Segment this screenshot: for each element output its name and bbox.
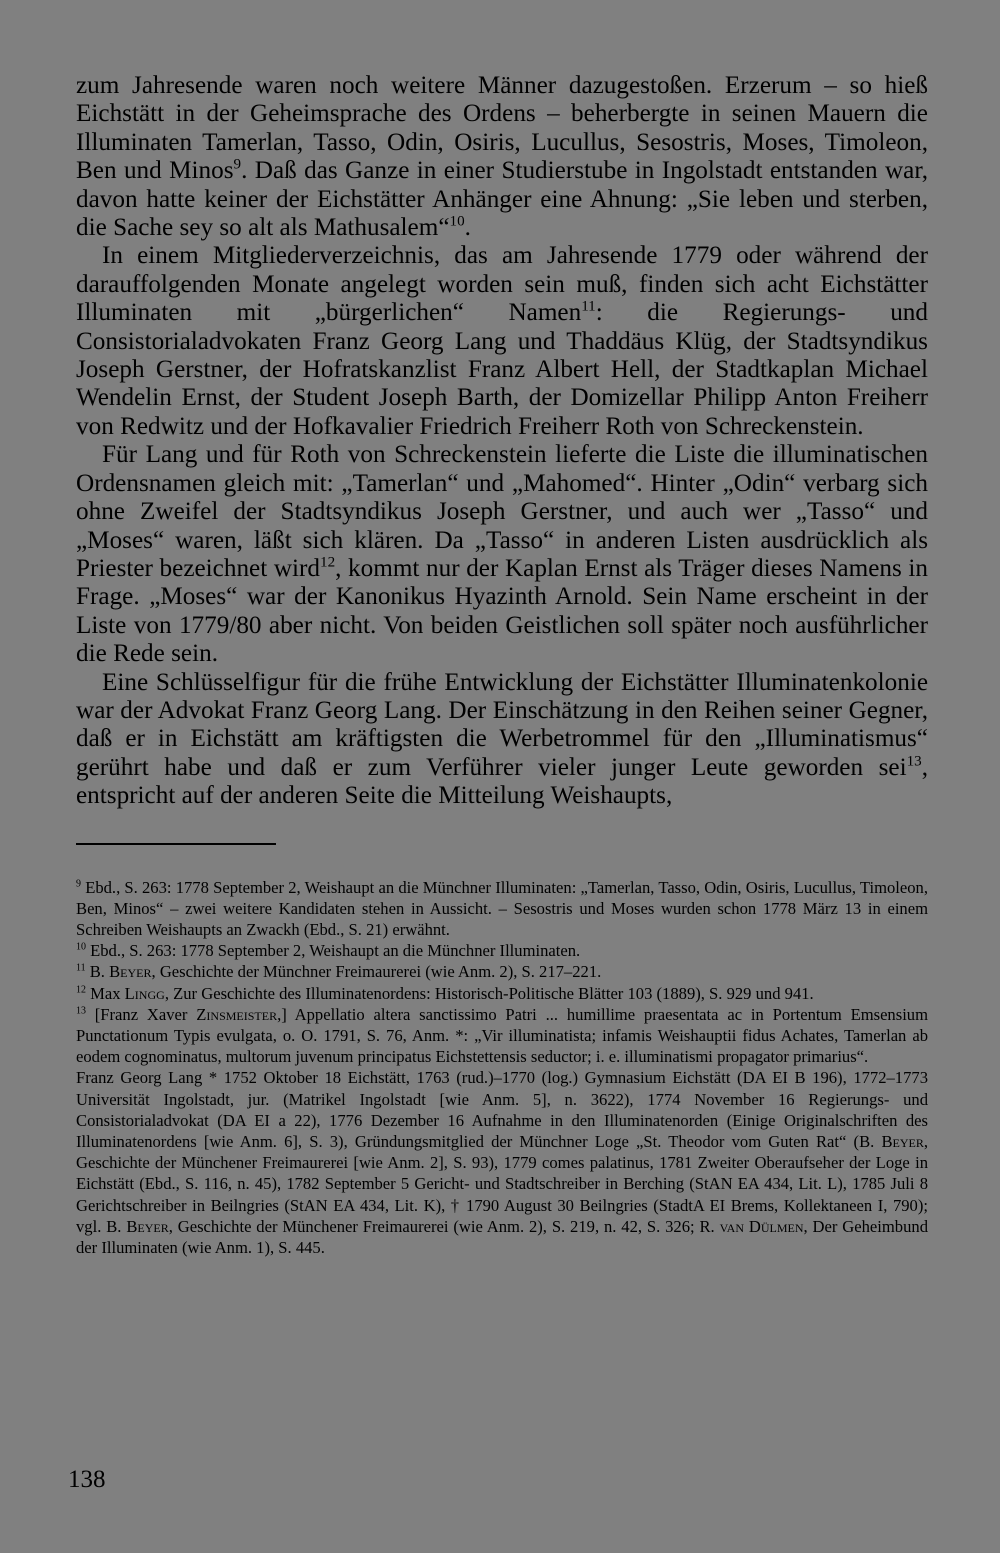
footnote-ref-12[interactable]: 12 (320, 554, 336, 571)
footnote-number: 13 (76, 1005, 86, 1017)
footnote-text: , Zur Geschichte des Illuminatenordens: Historisch-Politische Blätter 103 (1889), S. 929 und 941. (164, 983, 814, 1003)
footnote-text: , Geschichte der Münchner Freimaurerei (wie Anm. 2), S. 217–221. (151, 962, 602, 982)
author-name: van Dülmen (719, 1216, 804, 1236)
footnote-ref-11[interactable]: 11 (581, 298, 596, 315)
footnote-text: Franz Georg Lang * 1752 Oktober 18 Eichstätt, 1763 (rud.)–1770 (log.) Gymnasium Eichstätt (DA EI B 196), 1772–1773 Universität Ingolstadt, jur. (Matrikel Ingolstadt [wie Anm. 5], n. 3622), 1774 November 16 Regierungs- und Consistorialadvokat (DA EI a 22), 1776 Dezember 16 Aufnahme in den Illuminatenorden (Einige Originalschriften des Illuminatenordens [wie Anm. 6], S. 3), Gründungsmitglied der Münchner Loge „St. Theodor vom Guten Rat“ (B. (76, 1068, 928, 1151)
author-name: Lingg (124, 983, 165, 1003)
footnote-number: 11 (76, 962, 86, 974)
text-run: , entspricht auf der anderen Seite die Mitteilung Weishaupts, (76, 753, 928, 810)
footnote-number: 9 (76, 878, 81, 890)
footnote-divider (76, 843, 276, 845)
footnote-text: ,] Appellatio altera sanctissimo Patri ... humillime praesentata ac in Portentum Emsensium Punctationum Typis evulgata, o. O. 1791, S. 76, Anm. *: „Vir illuminatista; infamis Weishauptii fidus Achates, Tamerlan ab eodem cognominatus, multorum juvenum principatus Eichstettensis seductor; i. e. illuminatismi propagator primarius“. (76, 1004, 929, 1067)
text-run: . (464, 214, 471, 242)
footnote-text: B. (85, 962, 110, 982)
paragraph-4 (76, 669, 928, 811)
footnote-text: Ebd., S. 263: 1778 September 2, Weishaupt an die Münchner Illuminaten. (85, 941, 581, 961)
author-name: Zinsmeister (196, 1004, 278, 1024)
footnote-10 (76, 940, 928, 961)
footnote-number: 12 (76, 984, 86, 996)
text-run: , kommt nur der Kaplan Ernst als Träger dieses Namens in Frage. „Moses“ war der Kanonikus Hyazinth Arnold. Sein Name erscheint in der Liste von 1779/80 aber nicht. Von beiden Geistlichen soll später noch ausführlicher die Rede sein. (76, 554, 928, 668)
footnote-text: [Franz Xaver (85, 1004, 197, 1024)
page (76, 72, 928, 1258)
text-run: Eine Schlüsselfigur für die frühe Entwicklung der Eichstätter Illuminatenkolonie war der Advokat Franz Georg Lang. Der Einschätzung in den Reihen seiner Gegner, daß er in Eichstätt am kräftigsten die Werbetrommel für den „Illuminatismus“ gerührt habe und daß er zum Verführer vieler junger Leute geworden sei (76, 668, 928, 781)
text-run: In einem Mitgliederverzeichnis, das am Jahresende 1779 oder während der darauffolgenden Monate angelegt worden sein muß, finden sich acht Eichstätter Illuminaten mit „bürgerlichen“ Namen (76, 242, 928, 327)
footnote-ref-9[interactable]: 9 (233, 156, 242, 173)
text-run: zum Jahresende waren noch weitere Männer dazugestoßen. Erzerum – so hieß Eichstätt in der Geheimsprache des Ordens – beherbergte in seinen Mauern die Illuminaten Tamerlan, Tasso, Odin, Osiris, Lucullus, Sesostris, Moses, Timoleon, Ben und Minos (76, 72, 928, 185)
paragraph-1 (76, 72, 928, 242)
footnote-number: 10 (76, 941, 86, 953)
footnote-text: , Geschichte der Münchener Freimaurerei [wie Anm. 2], S. 93), 1779 comes palatinus, 1781 Zweiter Oberaufseher der Loge in Eichstätt (Ebd., S. 116, n. 45), 1782 September 5 Gericht- und Stadtschreiber in Berching (StAN EA 434, Lit. L), 1785 Juli 8 Gerichtschreiber in Beilngries (StAN EA 434, Lit. K), † 1790 August 30 Beilngries (StadtA EI Brems, Kollektaneen I, 790); vgl. B. (76, 1132, 928, 1236)
author-name: Beyer (126, 1216, 169, 1236)
text-run: Für Lang und für Roth von Schreckenstein lieferte die Liste die illuminatischen Ordensnamen gleich mit: „Tamerlan“ und „Mahomed“. Hinter „Odin“ verbarg sich ohne Zweifel der Stadtsyndikus Joseph Gerstner, und auch wer „Tasso“ und „Moses“ waren, läßt sich klären. Da „Tasso“ in anderen Listen ausdrücklich als Priester bezeichnet wird (76, 441, 928, 582)
footnote-9 (76, 877, 928, 941)
page-number: 138 (68, 1466, 106, 1493)
footnote-ref-13[interactable]: 13 (906, 753, 922, 770)
main-text (76, 72, 928, 811)
footnote-text: , Geschichte der Münchener Freimaurerei (wie Anm. 2), S. 219, n. 42, S. 326; R. (168, 1216, 720, 1236)
footnote-text: , Der Geheimbund der Illuminaten (wie Anm. 1), S. 445. (76, 1216, 928, 1258)
footnotes (76, 877, 928, 1259)
footnote-lang-biography (76, 1067, 928, 1258)
author-name: Beyer (109, 962, 152, 982)
footnote-text: Ebd., S. 263: 1778 September 2, Weishaupt an die Münchner Illuminaten: „Tamerlan, Tasso, Odin, Osiris, Lucullus, Timoleon, Ben, Minos“ – zwei weitere Kandidaten stehen in Aussicht. – Sesostris und Moses wurden schon 1778 März 13 in einem Schreiben Weishaupts an Zwackh (Ebd., S. 21) erwähnt. (76, 877, 928, 939)
text-run: : die Regierungs- und Consistorialadvokaten Franz Georg Lang und Thaddäus Klüg, der Stadtsyndikus Joseph Gerstner, der Hofratskanzlist Franz Albert Hell, der Stadtkaplan Michael Wendelin Ernst, der Student Joseph Barth, der Domizellar Philipp Anton Freiherr von Redwitz und der Hofkavalier Friedrich Freiherr Roth von Schreckenstein. (76, 299, 928, 440)
text-run: . Daß das Ganze in einer Studierstube in Ingolstadt entstanden war, davon hatte keiner der Eichstätter Anhänger eine Ahnung: „Sie leben und sterben, die Sache sey so alt als Mathusalem“ (76, 157, 928, 242)
paragraph-3 (76, 441, 928, 668)
footnote-12 (76, 983, 928, 1004)
paragraph-2 (76, 242, 928, 441)
author-name: Beyer (881, 1132, 924, 1151)
footnote-text: Max (85, 983, 125, 1003)
footnote-11 (76, 961, 928, 982)
footnote-13 (76, 1004, 928, 1068)
footnote-ref-10[interactable]: 10 (449, 213, 465, 230)
